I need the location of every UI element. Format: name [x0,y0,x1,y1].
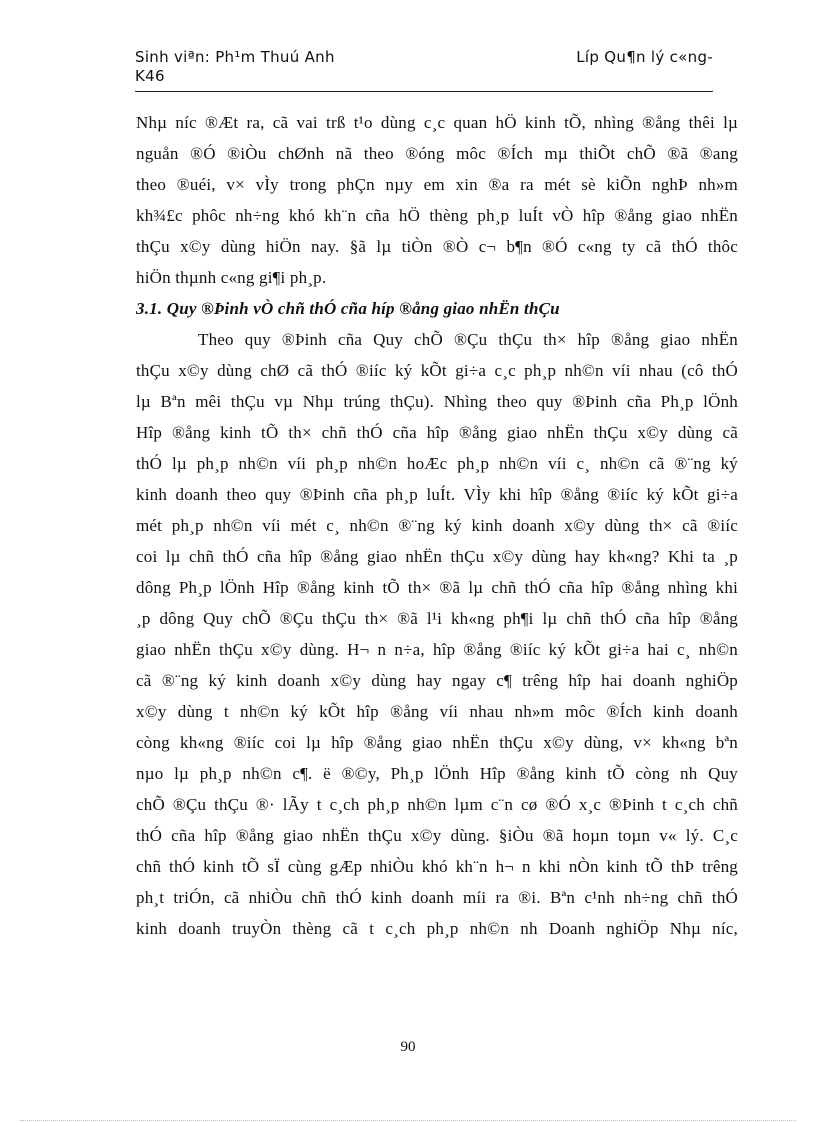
paragraph-line: còng kh«ng ®iíc coi lµ hîp ®ång giao nhËn thÇu x©y dùng, v× kh«ng bªn [136,733,738,752]
paragraph-line: theo ®uéi, v× vÌy trong phÇn nµy em xin ®a ra mét sè kiÕn nghÞ nh»m [136,175,738,194]
page-header [135,48,713,90]
paragraph-line: dông Ph¸p lÖnh Hîp ®ång kinh tÕ th× ®ã lµ chñ thÓ cña hîp ®ång nhìng khi [136,578,738,597]
section-heading: 3.1. Quy ®Þinh vÒ chñ thÓ cña híp ®ång giao nhËn thÇu [136,299,560,318]
paragraph-line: mét ph¸p nh©n víi mét c¸ nh©n ®¨ng ký kinh doanh x©y dùng th× cã ®iíc [136,516,738,535]
paragraph-line: kinh doanh theo quy ®Þinh cña ph¸p luÍt. VÌy khi hîp ®ång ®iíc ký kÕt gi÷a [136,485,738,504]
paragraph-line: nµo lµ ph¸p nh©n c¶. ë ®©y, Ph¸p lÖnh Hîp ®ång kinh tÕ còng nh Quy [136,764,738,783]
paragraph-line: x©y dùng t nh©n ký kÕt hîp ®ång víi nhau nh»m môc ®Ích kinh doanh [136,702,738,721]
document-body [136,107,738,944]
paragraph-line: hiÖn thµnh c«ng gi¶i ph¸p. [136,268,327,287]
paragraph-line: Theo quy ®Þinh cña Quy chÕ ®Çu thÇu th× hîp ®ång giao nhËn [198,330,738,349]
header-divider [135,91,713,92]
paragraph-line: ¸p dông Quy chÕ ®Çu thÇu th× ®ã l¹i kh«ng ph¶i lµ chñ thÓ cña hîp ®ång [136,609,738,628]
paragraph-line: lµ Bªn mêi thÇu vµ Nhµ trúng thÇu). Nhìng theo quy ®Þinh cña Ph¸p lÖnh [136,392,738,411]
paragraph-line: thÇu x©y dùng chØ cã thÓ ®iíc ký kÕt gi÷a c¸c ph¸p nh©n víi nhau (cô thÓ [136,361,738,380]
header-student-name [135,48,365,86]
paragraph-line: thÓ cña hîp ®ång giao nhËn thÇu x©y dùng. §iÒu ®ã hoµn toµn v« lý. C¸c [136,826,738,845]
paragraph-line: kinh doanh truyÒn thèng cã t c¸ch ph¸p nh©n nh Doanh nghiÖp Nhµ níc, [136,919,738,938]
paragraph-line: coi lµ chñ thÓ cña hîp ®ång giao nhËn thÇu x©y dùng hay kh«ng? Khi ta ¸p [136,547,738,566]
header-class-name: Líp Qu¶n lý c«ng- [576,48,713,66]
paragraph-line: nguån ®Ó ®iÒu chØnh nã theo ®óng môc ®Ích mµ thiÕt chÕ ®ã ®ang [136,144,738,163]
paragraph-line: ph¸t triÓn, cã nhiÒu chñ thÓ kinh doanh míi ra ®i. Bªn c¹nh nh÷ng chñ thÓ [136,888,738,907]
header-course-code: K46 [135,67,165,85]
page-number: 90 [400,1039,416,1055]
paragraph-line: cã ®¨ng ký kinh doanh x©y dùng hay ngay c¶ trêng hîp hai doanh nghiÖp [136,671,738,690]
page-bottom-border [20,1120,796,1121]
paragraph-line: Hîp ®ång kinh tÕ th× chñ thÓ cña hîp ®ång giao nhËn thÇu x©y dùng cã [136,423,738,442]
paragraph-line: thÇu x©y dùng hiÖn nay. §ã lµ tiÒn ®Ò c¬ b¶n ®Ó c«ng ty cã thÓ thôc [136,237,738,256]
paragraph-line: thÓ lµ ph¸p nh©n víi ph¸p nh©n hoÆc ph¸p nh©n víi c¸ nh©n cã ®¨ng ký [136,454,738,473]
paragraph-line: chñ thÓ kinh tÕ sÏ cùng gÆp nhiÒu khó kh¨n h¬ n khi nÒn kinh tÕ thÞ trêng [136,857,738,876]
paragraph-line: Nhµ níc ®Æt ra, cã vai trß t¹o dùng c¸c quan hÖ kinh tÕ, nhìng ®ång thêi lµ [136,113,738,132]
header-student-line: Sinh viªn: Ph¹m Thuú Anh [135,48,335,66]
paragraph-line: chÕ ®Çu thÇu ®· lÃy t c¸ch ph¸p nh©n lµm c¨n cø ®Ó x¸c ®Þinh t c¸ch chñ [136,795,738,814]
paragraph-line: giao nhËn thÇu x©y dùng. H¬ n n÷a, hîp ®ång ®iíc ký kÕt gi÷a hai c¸ nh©n [136,640,738,659]
paragraph-line: kh¾£c phôc nh÷ng khó kh¨n cña hÖ thèng ph¸p luÍt vÒ hîp ®ång giao nhËn [136,206,738,225]
